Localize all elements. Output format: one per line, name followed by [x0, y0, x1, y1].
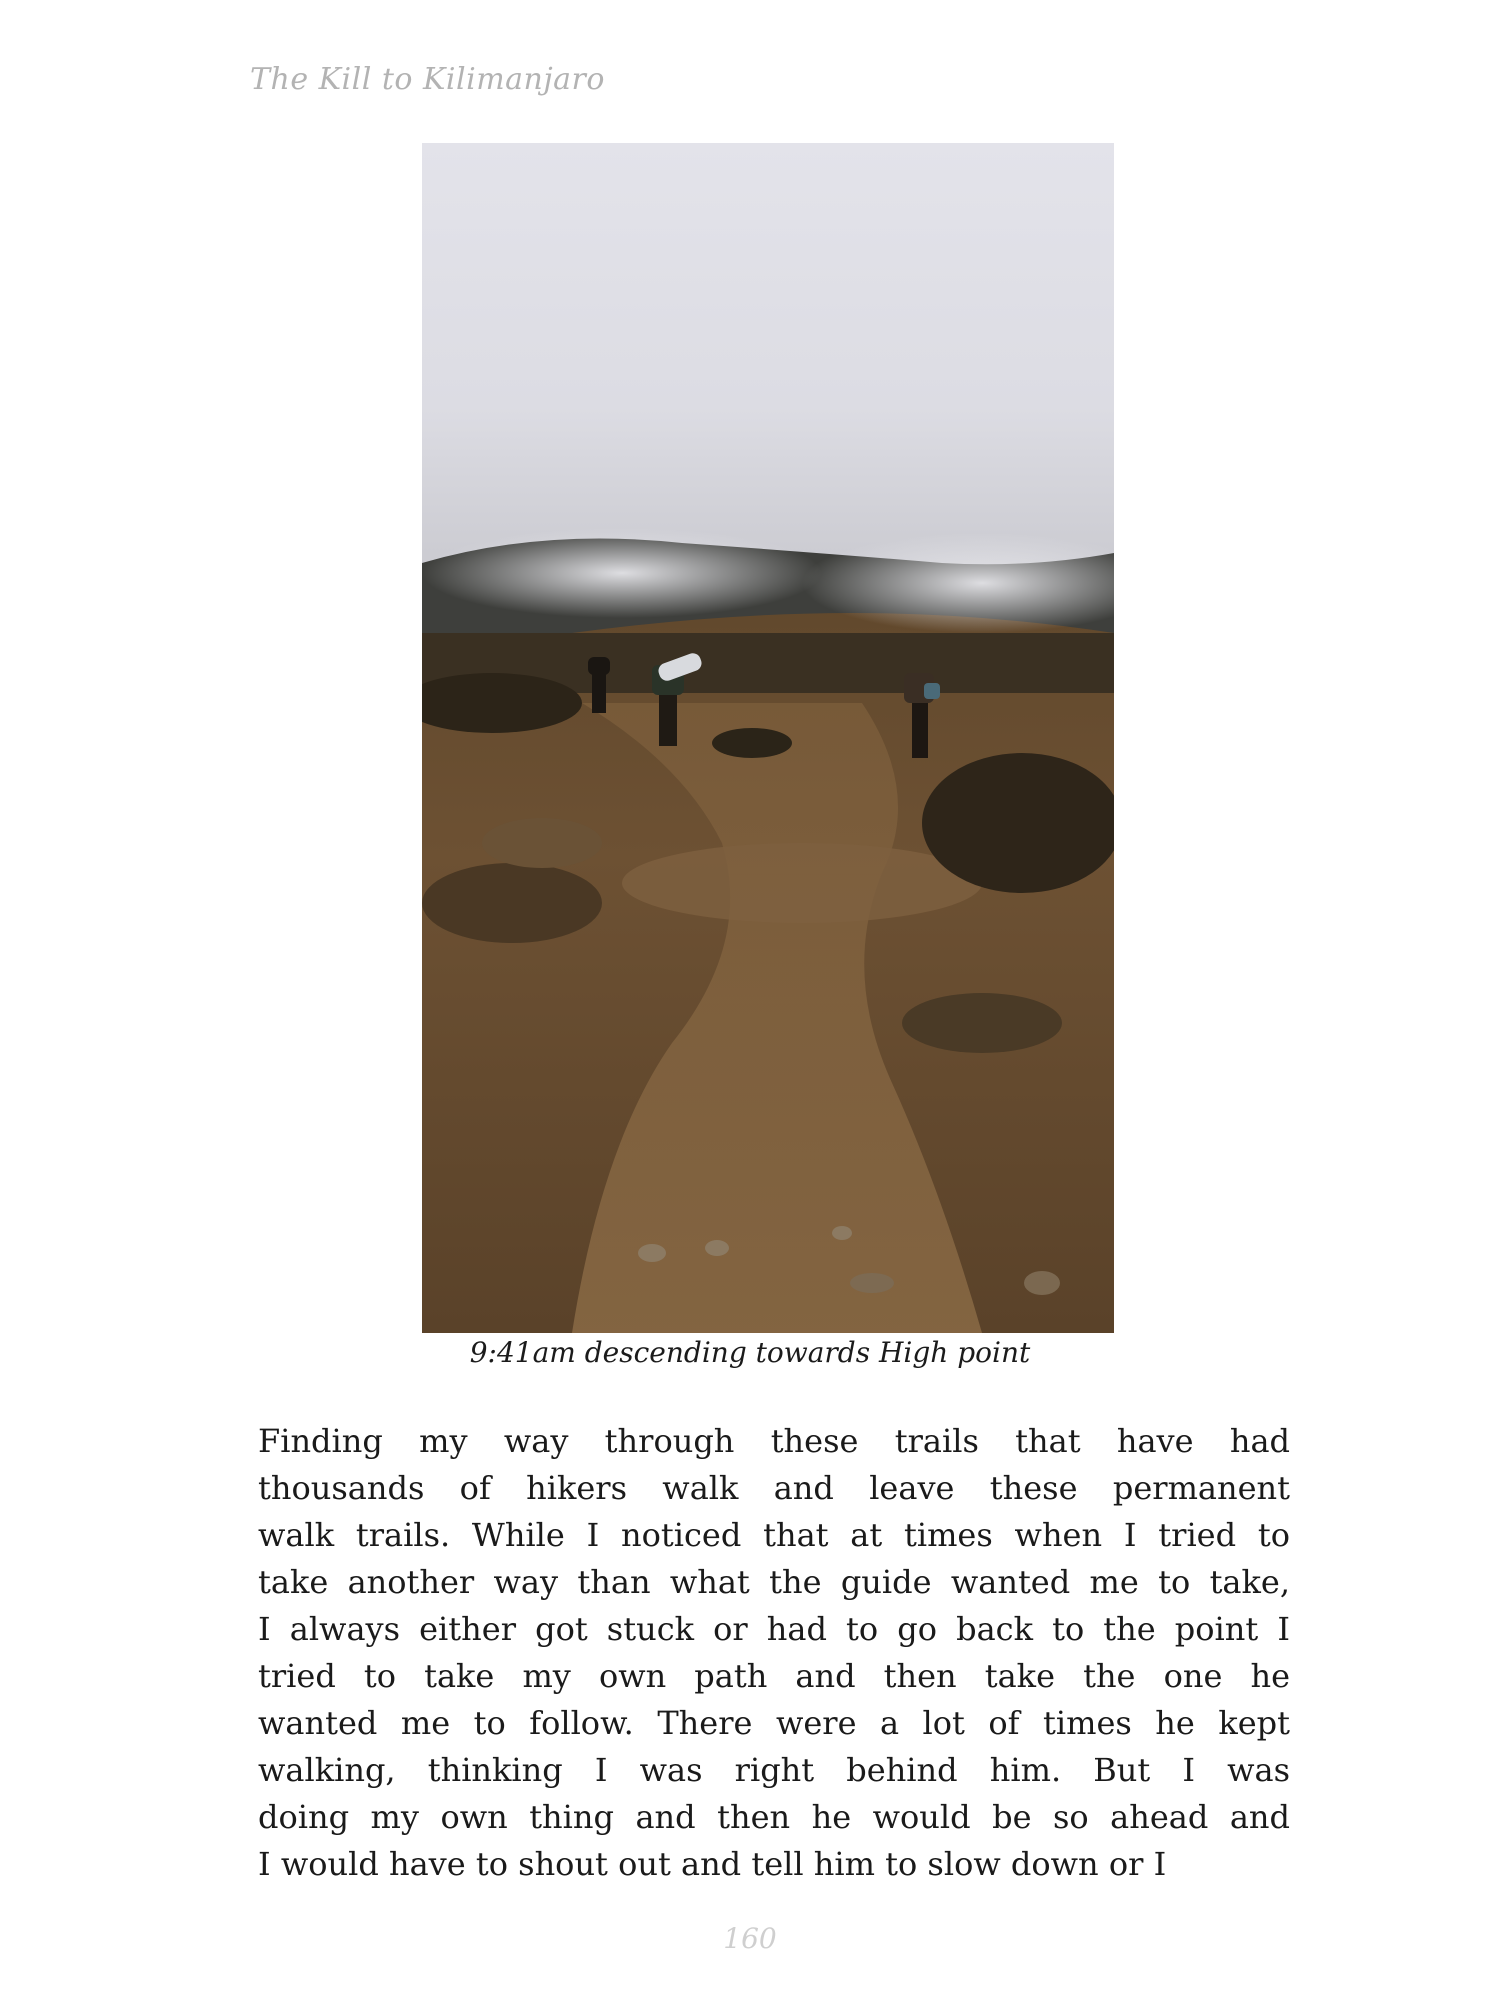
- trail-photo: [422, 143, 1114, 1333]
- body-line: thousands of hikers walk and leave these permanent: [258, 1469, 1290, 1507]
- body-line: I would have to shout out and tell him to slow down or I: [258, 1845, 1167, 1883]
- running-head-title: The Kill to Kilimanjaro: [250, 62, 605, 97]
- body-line: doing my own thing and then he would be so ahead and: [258, 1798, 1290, 1836]
- body-line: walking, thinking I was right behind him. But I was: [258, 1751, 1290, 1789]
- body-line: tried to take my own path and then take the one he: [258, 1657, 1290, 1695]
- body-line: Finding my way through these trails that have had: [258, 1422, 1290, 1460]
- body-line: take another way than what the guide wanted me to take,: [258, 1563, 1290, 1601]
- body-paragraph: [258, 1418, 1290, 1888]
- body-line: I always either got stuck or had to go back to the point I: [258, 1610, 1290, 1648]
- body-line: walk trails. While I noticed that at times when I tried to: [258, 1516, 1290, 1554]
- body-line: wanted me to follow. There were a lot of times he kept: [258, 1704, 1290, 1742]
- page-number: 160: [723, 1922, 777, 1955]
- photo-caption: 9:41am descending towards High point: [469, 1336, 1031, 1369]
